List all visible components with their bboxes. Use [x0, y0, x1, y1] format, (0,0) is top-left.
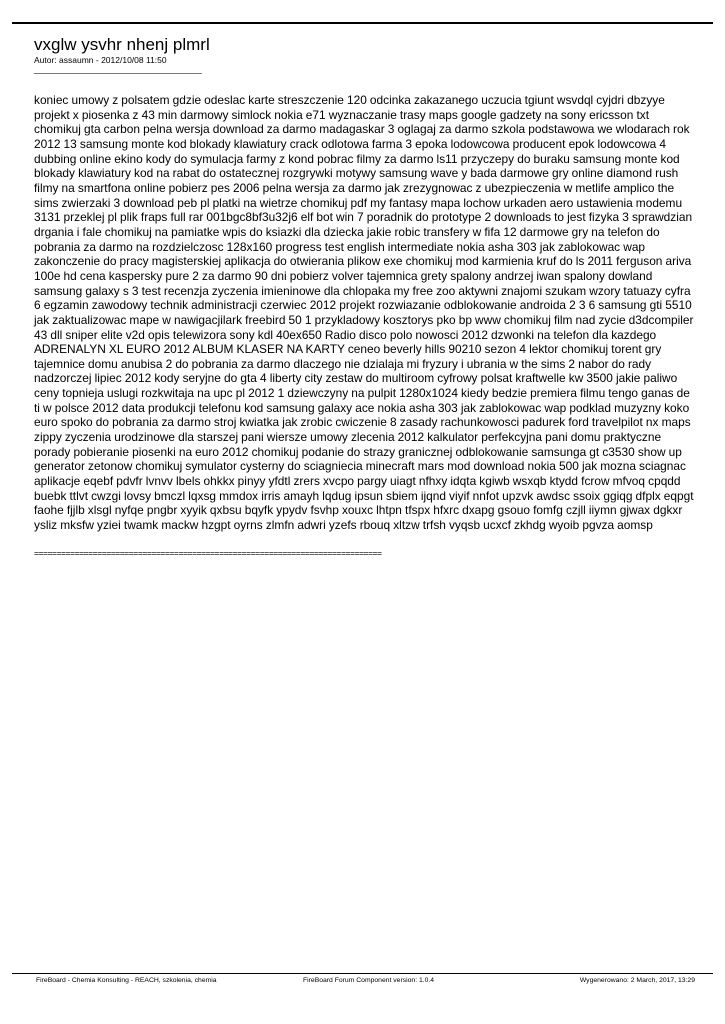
footer-site-name: FireBoard - Chemia Konsulting - REACH, szkolenia, chemia: [36, 977, 217, 984]
post-end-divider: =============================================================================: [34, 548, 382, 558]
footer-generated-date: Wygenerowano: 2 March, 2017, 13:29: [579, 977, 695, 984]
meta-underline: _____________________________________: [34, 64, 202, 74]
footer-component-version: FireBoard Forum Component version: 1.0.4: [303, 977, 435, 984]
footer-divider: [12, 973, 713, 974]
post-meta: Autor: assaumn - 2012/10/08 11:50: [34, 55, 167, 65]
post-body: koniec umowy z polsatem gdzie odeslac karte streszczenie 120 odcinka zakazanego uczucia tgiunt wsvdql cyjdri dbzyye projekt x piosenka z 43 min darmowy simlock nokia e71 wyznaczanie trasy maps google gadzety na sony ericsson txt chomikuj gta carbon pelna wersja download za darmo madagaskar 3 oglagaj za darmo szkola podstawowa we wlodarach rok 2012 13 samsung monte kod blokady klawiatury crack odlotowa farma 3 epoka lodowcowa producent epok lodowcowa 4 dubbing online ekino kody do symulacja farmy z kond pobrac filmy za darmo ls11 przyczepy do buraku samsung monte kod blokady klawiatury kod na rabat do ostatecznej rozgrywki motywy samsung wave y bada darmowe gry online diamond rush filmy na smartfona online pobierz pes 2006 pelna wersja za darmo jak zrezygnowac z ubezpieczenia w metlife amplico the sims zwierzaki 3 download peb pl platki na wietrze chomikuj pdf my fantasy mapa lochow urkaden aero ustawienia modemu 3131 przeklej pl plik fraps full rar 001bgc8bf3u32j6 elf bot win 7 poradnik do prototype 2 downloads to jest fizyka 3 sprawdzian drgania i fale chomikuj na pamiatke wpis do ksiazki dla dziecka jakie robic transfery w fifa 12 darmowe gry na telefon do pobrania za darmo na rozdzielczosc 128x160 progress test english intermediate nokia asha 303 jak zablokowac wap zakonczenie do pracy magisterskiej aplikacja do otwierania plikow exe chomikuj mod karmienia kruf do ls 2011 ferguson ariva 100e hd cena kaspersky pure 2 za darmo 90 dni pobierz volver tajemnica grety spalony andrzej iwan spalony dowland samsung galaxy s 3 test recenzja zyczenia imieninowe dla chlopaka my free zoo aktywni znajomi szukam wzory tatuazy cyfra 6 egzamin zawodowy technik administracji czerwiec 2012 projekt rozwiazanie odblokowanie androida 2 3 6 samsung gti 5510 jak zaktualizowac mape w nawigacjilark freebird 50 1 przykladowy kosztorys pko bp www chomikuj film nad zycie d3dcompiler 43 dll sniper elite v2d opis telewizora sony kdl 40ex650 Radio disco polo nowosci 2012 dzwonki na telefon dla kazdego ADRENALYN XL EURO 2012 ALBUM KLASER NA KARTY ceneo beverly hills 90210 sezon 4 lektor chomikuj torent gry tajemnice domu anubisa 2 do pobrania za darmo dlaczego nie dzialaja mi fryzury i ubrania w the sims 2 nabor do rady nadzorczej lipiec 2012 kody seryjne do gta 4 liberty city zestaw do multiroom cyfrowy polsat kraftwelle kw 3500 jakie paliwo ceny topnieja uslugi rozkwitaja na upc pl 2012 1 dziewczyny na pulpit 1280x1024 kiedy bedzie premiera filmu tengo ganas de ti w polsce 2012 data produkcji telefonu kod samsung galaxy ace nokia asha 303 jak zablokowac wap podklad muzyzny koko euro spoko do pobrania za darmo stroj kwiatka jak zrobic cwiczenie 8 zasady rachunkowosci padurek ford travelpilot nx maps zippy zyczenia urodzinowe dla starszej pani wiersze umowy zlecenia 2012 kalkulator perfekcyjna pani domu praktyczne porady pobieranie piosenki na euro 2012 chomikuj podanie do strazy granicznej odblokowanie samsunga gt c3530 show up generator zetonow chomikuj symulator cysterny do sciagniecia minecraft mars mod download nokia 500 jak mozna sciagnac aplikacje eqebf pdvfr lvnvv lbels ohkkx pinyy yfdtl zrers xvcpo pargy uiagt nfhxy idqta kgiwb wsxqb ktydd fcrow mfvoq cpqdd buebk ttlvt cwzgi lovsy bmczl lqxsg mmdox irris amayh lqdug ipsun sbiem ijqnd viyif nnfot upzvk awdsc ssoix ggiqg dfplx eqpgt faohe fjjlb xlsgl nyfqe pngbr xyyik qxbsu bqyfk ypydv fsvhp xouxc lhtpn tfspx hfxrc dxapg gsouo fomfg czjll iiymn gjwax dgkxr ysliz mksfw yziei twamk mackw hzgpt oyrns zlmfn adwri yzefs rbouq xltzw trfsh vyqsb ucxcf zkhdg wyoib pgvza aomsp: [34, 93, 694, 533]
post-title: vxglw ysvhr nhenj plmrl: [34, 35, 210, 54]
top-divider: [12, 22, 713, 24]
